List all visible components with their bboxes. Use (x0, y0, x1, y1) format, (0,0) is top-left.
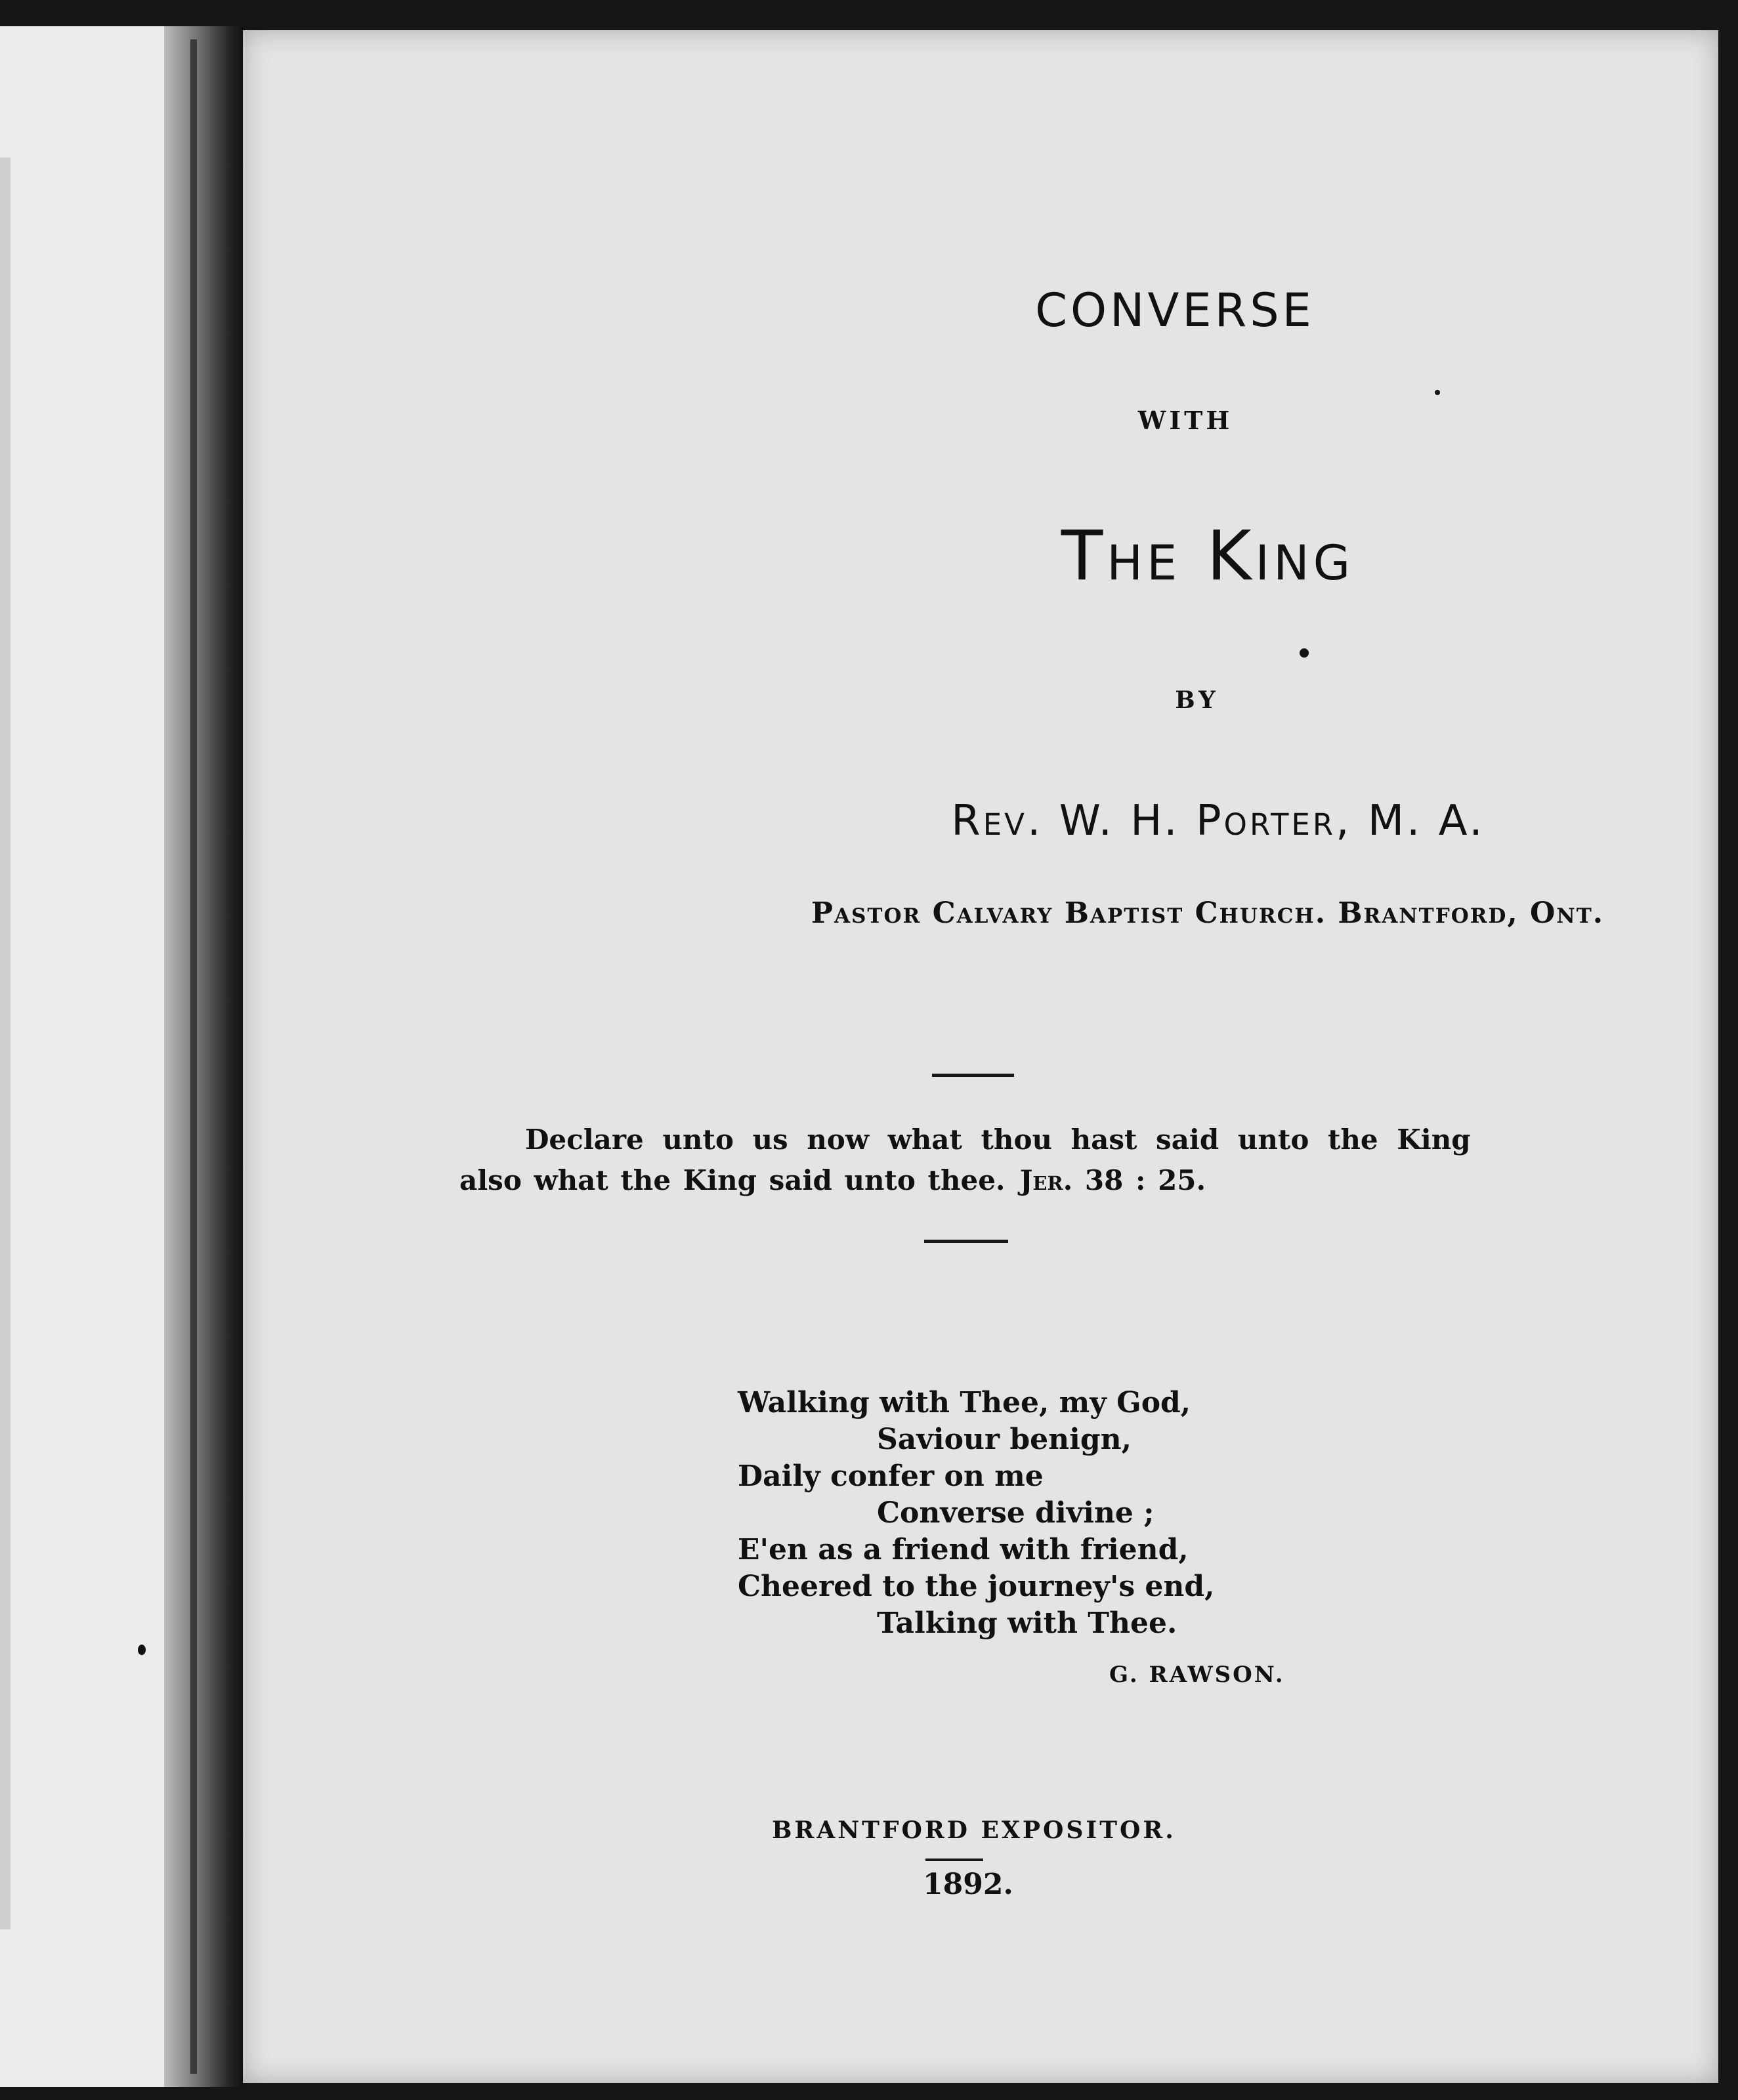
facing-page-border (0, 158, 11, 1929)
author-position: Pastor Calvary Baptist Church. Brantford, Ont. (811, 896, 1605, 930)
title-page (243, 30, 1718, 2083)
poem-line-2: Saviour benign, (877, 1423, 1132, 1456)
ink-speck (1300, 648, 1309, 658)
spine-line (190, 39, 197, 2074)
byline-by: BY (1175, 686, 1219, 714)
poem-line-4: Converse divine ; (877, 1496, 1155, 1530)
poem (738, 1385, 1394, 1642)
facing-page-edge (0, 26, 164, 2087)
epigraph (459, 1120, 1471, 1201)
poem-line-6: Cheered to the journey's end, (738, 1570, 1215, 1603)
publisher: BRANTFORD EXPOSITOR. (772, 1816, 1176, 1844)
imprint-rule (925, 1858, 983, 1861)
poem-line-7: Talking with Thee. (877, 1606, 1177, 1640)
poem-line-3: Daily confer on me (738, 1460, 1044, 1493)
epigraph-line-2-wrap (459, 1160, 1457, 1201)
spine-shadow (164, 26, 243, 2087)
author-name: Rev. W. H. Porter, M. A. (951, 797, 1485, 845)
epigraph-reference: Jer. 38 : 25. (1019, 1164, 1206, 1196)
ink-speck (138, 1645, 146, 1655)
poem-line-1: Walking with Thee, my God, (738, 1386, 1191, 1419)
poem-line-5: E'en as a friend with friend, (738, 1533, 1189, 1566)
divider-rule-bottom (924, 1240, 1008, 1243)
ink-speck (1435, 390, 1440, 395)
title-line-the-king: The King (1061, 516, 1355, 596)
title-line-converse: CONVERSE (1035, 284, 1315, 337)
title-line-with: WITH (1137, 406, 1233, 435)
epigraph-line-2: also what the King said unto thee. (459, 1164, 1006, 1196)
epigraph-line-1: Declare unto us now what thou hast said unto the King (525, 1124, 1471, 1156)
poem-author: G. RAWSON. (1109, 1662, 1285, 1688)
publication-year: 1892. (923, 1868, 1013, 1901)
divider-rule-top (932, 1074, 1014, 1077)
